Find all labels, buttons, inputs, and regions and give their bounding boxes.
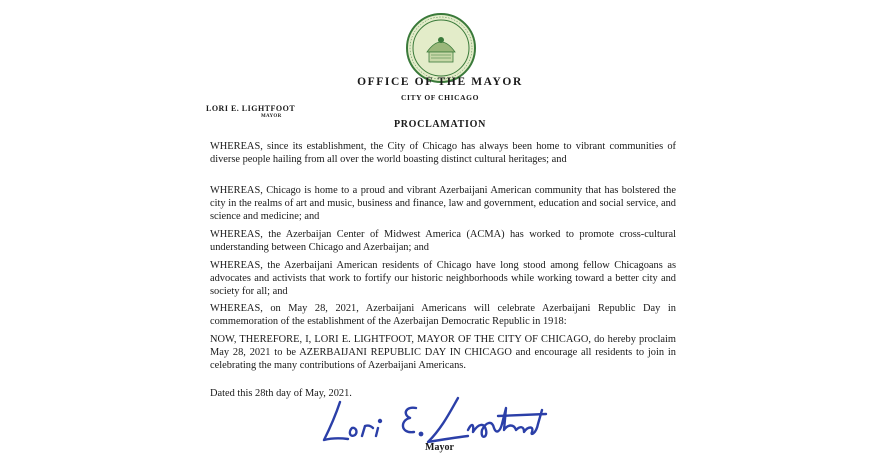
city-seal-icon (405, 12, 477, 84)
mayor-name: LORI E. LIGHTFOOT (206, 104, 296, 113)
whereas-paragraph-2: WHEREAS, Chicago is home to a proud and vibrant Azerbaijani American community that has bolstered the city in the realms of art and music, business and finance, law and government, education and social service, and science and medicine; and (210, 185, 676, 222)
office-title: OFFICE OF THE MAYOR (357, 76, 523, 88)
city-name: CITY OF CHICAGO (400, 93, 480, 102)
whereas-paragraph-1: WHEREAS, since its establishment, the City of Chicago has always been home to vibrant communities of diverse people hailing from all over the world boasting distinct cultural heritages; and (210, 141, 676, 165)
proclamation-paragraph: NOW, THEREFORE, I, LORI E. LIGHTFOOT, MAYOR OF THE CITY OF CHICAGO, do hereby proclaim May 28, 2021 to be AZERBAIJANI REPUBLIC DAY IN CHICAGO and encourage all residents to join in celebrating the many contributions of Azerbaijani Americans. (210, 334, 676, 371)
signature-caption: Mayor (425, 442, 454, 453)
whereas-paragraph-4: WHEREAS, the Azerbaijani American residents of Chicago have long stood among fellow Chicagoans as advocates and activists that work to fortify our historic neighborhoods while working toward a better city and society for all; and (210, 260, 676, 297)
mayor-title: MAYOR (261, 114, 282, 119)
mayor-signature (318, 394, 568, 446)
dated-line: Dated this 28th day of May, 2021. (210, 388, 352, 399)
proclamation-title: PROCLAMATION (393, 119, 487, 130)
whereas-paragraph-3: WHEREAS, the Azerbaijan Center of Midwest America (ACMA) has worked to promote cross-cultural understanding between Chicago and Azerbaijan; and (210, 229, 676, 253)
whereas-paragraph-5: WHEREAS, on May 28, 2021, Azerbaijani Americans will celebrate Azerbaijani Republic Day in commemoration of the establishment of the Azerbaijan Democratic Republic in 1918: (210, 303, 676, 327)
